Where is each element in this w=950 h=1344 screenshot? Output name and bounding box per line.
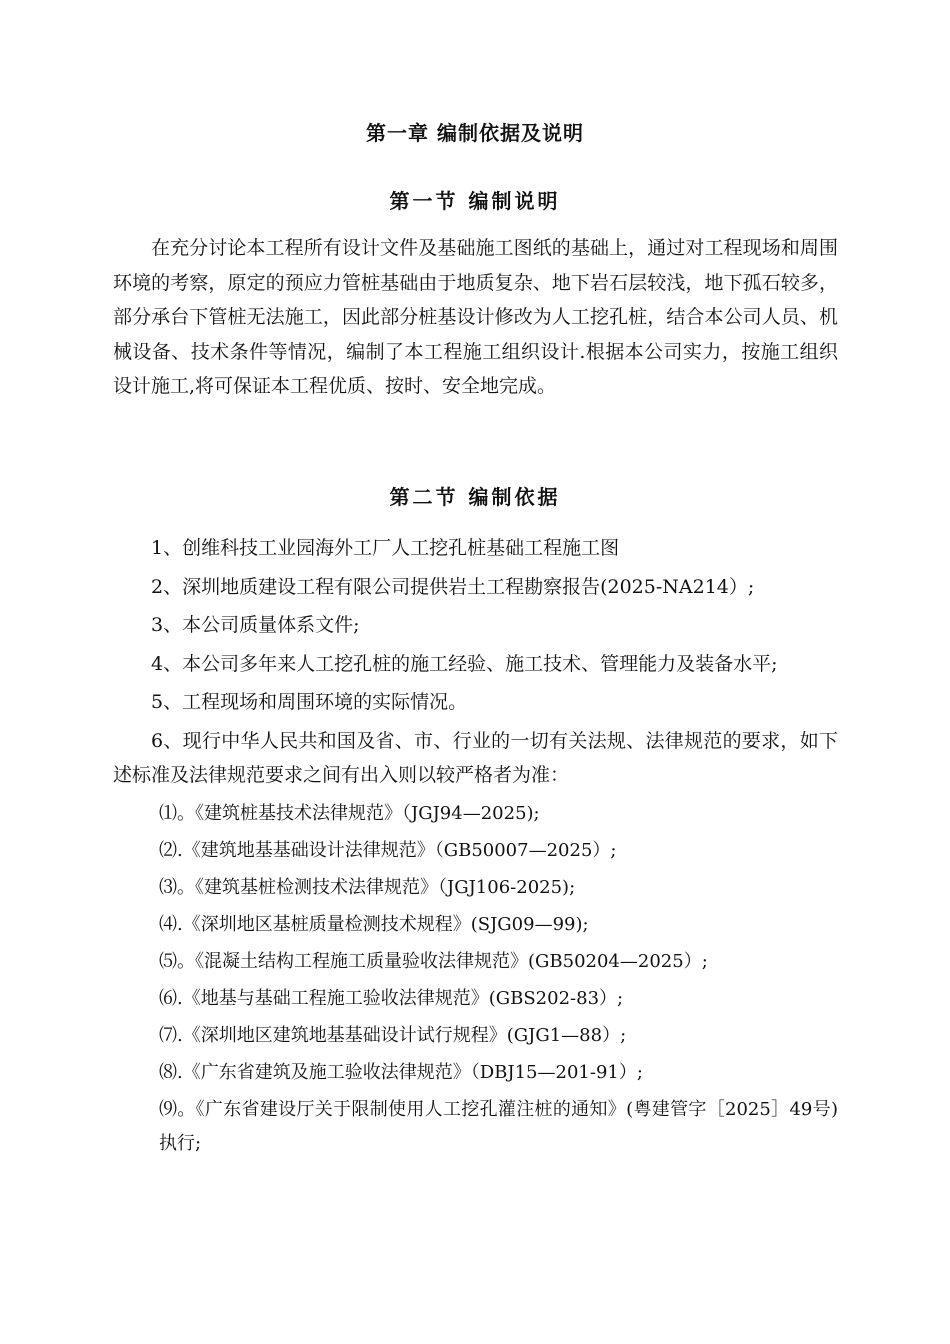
basis-item-1: 1、创维科技工业园海外工厂人工挖孔桩基础工程施工图	[151, 537, 620, 559]
standard-item-1: ⑴。《建筑桩基技术法律规范》（JGJ94—2025);	[159, 802, 540, 824]
basis-item-6: 6、现行中华人民共和国及省、市、行业的一切有关法规、法律规范的要求，如下述标准及法律规范要求之间有出入则以较严格者为准：	[113, 729, 838, 786]
standard-item-3: ⑶。《建筑基桩检测技术法律规范》（JGJ106-2025);	[159, 876, 576, 898]
standard-item-4: ⑷.《深圳地区基桩质量检测技术规程》(SJG09—99);	[159, 913, 589, 935]
standard-item-9: ⑼。《广东省建设厅关于限制使用人工挖孔灌注桩的通知》(粤建管字［2025］49号)执行;	[159, 1098, 838, 1154]
standard-item-2: ⑵.《建筑地基基础设计法律规范》（GB50007—2025）;	[159, 839, 617, 861]
basis-item-5: 5、工程现场和周围环境的实际情况。	[151, 691, 468, 713]
section-title-2: 第二节 编制依据	[389, 485, 561, 509]
basis-list	[113, 531, 838, 1164]
basis-item-3: 3、本公司质量体系文件;	[151, 614, 360, 636]
standard-item-6: ⑹.《地基与基础工程施工验收法律规范》(GBS202-83）;	[159, 987, 624, 1009]
basis-item-4: 4、本公司多年来人工挖孔桩的施工经验、施工技术、管理能力及装备水平;	[151, 652, 778, 675]
standard-item-8: ⑻.《广东省建筑及施工验收法律规范》（DBJ15—201-91）;	[159, 1061, 643, 1083]
basis-item-2: 2、深圳地质建设工程有限公司提供岩土工程勘察报告(2025-NA214）;	[151, 575, 755, 598]
standard-item-5: ⑸。《混凝土结构工程施工质量验收法律规范》(GB50204—2025）;	[159, 950, 708, 972]
standard-item-7: ⑺.《深圳地区建筑地基基础设计试行规程》(GJG1—88）;	[159, 1024, 627, 1046]
intro-paragraph: 在充分讨论本工程所有设计文件及基础施工图纸的基础上，通过对工程现场和周围环境的考察，原定的预应力管桩基础由于地质复杂、地下岩石层较浅，地下孤石较多，部分承台下管桩无法施工，因此部分桩基设计修改为人工挖孔桩，结合本公司人员、机械设备、技术条件等情况，编制了本工程施工组织设计.根据本公司实力，按施工组织设计施工,将可保证本工程优质、按时、安全地完成。	[113, 237, 838, 397]
section-title-1: 第一节 编制说明	[389, 189, 561, 213]
chapter-title: 第一章 编制依据及说明	[366, 121, 584, 145]
